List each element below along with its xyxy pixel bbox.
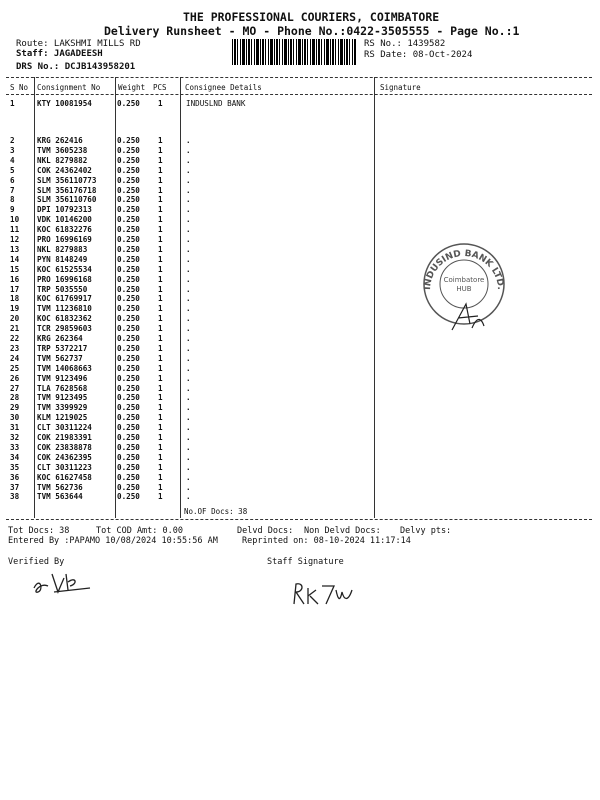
cell-pcs: 1 <box>158 155 163 165</box>
cell-details: . <box>186 155 191 165</box>
cell-pcs: 1 <box>158 373 163 383</box>
cell-pcs: 1 <box>158 433 163 442</box>
cell-pcs: 1 <box>158 205 163 215</box>
cell-weight: 0.250 <box>117 205 140 215</box>
cell-sno: 10 <box>10 215 20 225</box>
cell-sno: 24 <box>10 353 20 363</box>
cell-details: . <box>186 353 191 363</box>
cell-weight: 0.250 <box>117 403 140 413</box>
cell-cno: DPI 10792313 <box>37 205 92 215</box>
cell-sno: 38 <box>10 492 20 502</box>
cell-cno: NKL 8279883 <box>37 244 88 254</box>
cell-details: . <box>186 472 191 482</box>
cell-details: . <box>186 244 191 254</box>
cell-sno: 4 <box>10 155 15 165</box>
cell-pcs: 1 <box>158 472 163 482</box>
verified-signature <box>30 566 100 596</box>
cell-cno: COK 21983391 <box>37 433 92 442</box>
cell-cno: TVM 9123495 <box>37 393 88 403</box>
cell-sno: 32 <box>10 433 20 442</box>
cell-cno: KOC 61832276 <box>37 225 92 235</box>
company-title: THE PROFESSIONAL COURIERS, COIMBATORE <box>183 10 440 24</box>
cell-cno: SLM 356110773 <box>37 175 97 185</box>
svg-text:Coimbatore: Coimbatore <box>443 276 485 284</box>
bottom-divider <box>6 519 592 520</box>
delvd-docs: Delvd Docs: <box>237 526 294 536</box>
cell-pcs: 1 <box>158 334 163 343</box>
cell-weight: 0.250 <box>117 99 140 108</box>
cell-pcs: 1 <box>158 294 163 304</box>
cell-cno: TVM 563644 <box>37 492 83 502</box>
cell-details: . <box>186 225 191 235</box>
cell-sno: 16 <box>10 274 20 284</box>
cell-weight: 0.250 <box>117 254 140 264</box>
cell-sno: 8 <box>10 195 15 205</box>
cell-sno: 23 <box>10 343 20 353</box>
cell-details: . <box>186 254 191 264</box>
cell-sno: 36 <box>10 472 20 482</box>
staff-label: Staff: JAGADEESH <box>16 49 103 59</box>
cell-sno: 22 <box>10 334 20 343</box>
col-divider <box>374 77 375 518</box>
cell-details: . <box>186 274 191 284</box>
cell-sno: 14 <box>10 254 20 264</box>
col-header-pcs: PCS <box>153 83 167 92</box>
cell-pcs: 1 <box>158 442 163 452</box>
cell-sno: 20 <box>10 314 20 324</box>
cell-cno: KOC 61769917 <box>37 294 92 304</box>
tot-cod-amt: Tot COD Amt: 0.00 <box>96 526 183 536</box>
cell-sno: 35 <box>10 462 20 472</box>
cell-cno: KOC 61832362 <box>37 314 92 324</box>
cell-details: . <box>186 482 191 492</box>
cell-weight: 0.250 <box>117 136 140 145</box>
cell-pcs: 1 <box>158 195 163 205</box>
entered-by: Entered By :PAPAMO 10/08/2024 10:55:56 AM <box>8 536 218 546</box>
cell-sno: 29 <box>10 403 20 413</box>
cell-weight: 0.250 <box>117 185 140 195</box>
cell-weight: 0.250 <box>117 452 140 462</box>
cell-sno: 31 <box>10 423 20 433</box>
cell-weight: 0.250 <box>117 393 140 403</box>
cell-weight: 0.250 <box>117 462 140 472</box>
cell-sno: 17 <box>10 284 20 294</box>
cell-cno: PYN 8148249 <box>37 254 88 264</box>
cell-details: . <box>186 284 191 294</box>
cell-pcs: 1 <box>158 274 163 284</box>
cell-details: . <box>186 433 191 442</box>
cell-sno: 5 <box>10 165 15 175</box>
cell-pcs: 1 <box>158 284 163 294</box>
cell-cno: TVM 562737 <box>37 353 83 363</box>
cell-pcs: 1 <box>158 403 163 413</box>
cell-weight: 0.250 <box>117 353 140 363</box>
cell-details: . <box>186 383 191 393</box>
cell-cno: KRG 262364 <box>37 334 83 343</box>
svg-text:HUB: HUB <box>456 285 472 293</box>
cell-weight: 0.250 <box>117 225 140 235</box>
cell-cno: TVM 14068663 <box>37 363 92 373</box>
cell-weight: 0.250 <box>117 155 140 165</box>
cell-sno: 15 <box>10 264 20 274</box>
cell-details: . <box>186 413 191 423</box>
cell-pcs: 1 <box>158 324 163 334</box>
cell-cno: NKL 8279882 <box>37 155 88 165</box>
cell-pcs: 1 <box>158 185 163 195</box>
svg-text:INDUSIND BANK LTD.: INDUSIND BANK LTD. <box>422 248 506 291</box>
staff-signature-label: Staff Signature <box>267 557 344 567</box>
cell-pcs: 1 <box>158 165 163 175</box>
cell-pcs: 1 <box>158 244 163 254</box>
cell-sno: 34 <box>10 452 20 462</box>
cell-weight: 0.250 <box>117 215 140 225</box>
cell-sno: 7 <box>10 185 15 195</box>
cell-cno: TVM 3605238 <box>37 145 88 155</box>
cell-weight: 0.250 <box>117 363 140 373</box>
verified-by-label: Verified By <box>8 557 65 567</box>
cell-weight: 0.250 <box>117 482 140 492</box>
cell-cno: TLA 7628568 <box>37 383 88 393</box>
barcode-icon <box>232 39 356 65</box>
cell-cno: COK 24362395 <box>37 452 92 462</box>
cell-sno: 25 <box>10 363 20 373</box>
cell-cno: VDK 10146200 <box>37 215 92 225</box>
cell-details: . <box>186 215 191 225</box>
col-header-sno: S No <box>10 83 29 92</box>
cell-cno: KRG 262416 <box>37 136 83 145</box>
route-label: Route: LAKSHMI MILLS RD <box>16 39 141 49</box>
cell-details: . <box>186 492 191 502</box>
cell-pcs: 1 <box>158 235 163 244</box>
cell-details: . <box>186 334 191 343</box>
non-delvd-docs: Non Delvd Docs: <box>304 526 381 536</box>
cell-cno: SLM 356110760 <box>37 195 97 205</box>
cell-cno: PRO 16996169 <box>37 235 92 244</box>
cell-pcs: 1 <box>158 254 163 264</box>
cell-pcs: 1 <box>158 343 163 353</box>
cell-pcs: 1 <box>158 462 163 472</box>
cell-details: . <box>186 304 191 314</box>
cell-weight: 0.250 <box>117 284 140 294</box>
cell-sno: 18 <box>10 294 20 304</box>
cell-cno: TVM 11236810 <box>37 304 92 314</box>
cell-details: . <box>186 235 191 244</box>
cell-sno: 30 <box>10 413 20 423</box>
cell-cno: KLM 1219025 <box>37 413 88 423</box>
stamp-signature <box>448 300 488 334</box>
cell-sno: 1 <box>10 99 15 108</box>
cell-details: . <box>186 442 191 452</box>
cell-weight: 0.250 <box>117 442 140 452</box>
cell-details: . <box>186 175 191 185</box>
cell-cno: CLT 30311224 <box>37 423 92 433</box>
col-header-consignment: Consignment No <box>37 83 101 92</box>
cell-details: . <box>186 423 191 433</box>
cell-sno: 9 <box>10 205 15 215</box>
cell-details: . <box>186 145 191 155</box>
cell-weight: 0.250 <box>117 235 140 244</box>
cell-sno: 12 <box>10 235 20 244</box>
top-divider <box>6 77 592 78</box>
cell-weight: 0.250 <box>117 492 140 502</box>
cell-weight: 0.250 <box>117 165 140 175</box>
col-header-details: Consignee Details <box>185 83 262 92</box>
cell-cno: KTY 10081954 <box>37 99 92 108</box>
cell-cno: TRP 5035550 <box>37 284 88 294</box>
cell-details: . <box>186 136 191 145</box>
cell-sno: 33 <box>10 442 20 452</box>
cell-pcs: 1 <box>158 413 163 423</box>
cell-pcs: 1 <box>158 492 163 502</box>
cell-pcs: 1 <box>158 175 163 185</box>
col-header-weight: Weight <box>118 83 146 92</box>
cell-cno: KOC 61525534 <box>37 264 92 274</box>
cell-details: . <box>186 393 191 403</box>
cell-sno: 27 <box>10 383 20 393</box>
cell-weight: 0.250 <box>117 264 140 274</box>
cell-pcs: 1 <box>158 393 163 403</box>
cell-pcs: 1 <box>158 145 163 155</box>
cell-details: . <box>186 314 191 324</box>
cell-details: . <box>186 363 191 373</box>
cell-cno: COK 23838878 <box>37 442 92 452</box>
cell-cno: PRO 16996168 <box>37 274 92 284</box>
cell-sno: 13 <box>10 244 20 254</box>
cell-weight: 0.250 <box>117 294 140 304</box>
cell-details: . <box>186 324 191 334</box>
cell-weight: 0.250 <box>117 175 140 185</box>
cell-pcs: 1 <box>158 363 163 373</box>
cell-sno: 28 <box>10 393 20 403</box>
cell-pcs: 1 <box>158 99 163 108</box>
cell-details: . <box>186 403 191 413</box>
cell-weight: 0.250 <box>117 433 140 442</box>
cell-sno: 21 <box>10 324 20 334</box>
cell-weight: 0.250 <box>117 324 140 334</box>
cell-pcs: 1 <box>158 215 163 225</box>
cell-weight: 0.250 <box>117 383 140 393</box>
cell-pcs: 1 <box>158 264 163 274</box>
cell-cno: TVM 9123496 <box>37 373 88 383</box>
no-of-docs: No.OF Docs: 38 <box>184 507 248 516</box>
cell-details: . <box>186 185 191 195</box>
cell-cno: TRP 5372217 <box>37 343 88 353</box>
staff-signature <box>290 578 360 610</box>
cell-pcs: 1 <box>158 225 163 235</box>
cell-weight: 0.250 <box>117 145 140 155</box>
cell-cno: TVM 562736 <box>37 482 83 492</box>
cell-details: . <box>186 264 191 274</box>
cell-pcs: 1 <box>158 383 163 393</box>
cell-sno: 37 <box>10 482 20 492</box>
cell-weight: 0.250 <box>117 304 140 314</box>
cell-details: . <box>186 373 191 383</box>
header-divider <box>6 94 592 95</box>
cell-weight: 0.250 <box>117 334 140 343</box>
cell-pcs: 1 <box>158 136 163 145</box>
cell-cno: SLM 356176718 <box>37 185 97 195</box>
cell-details: . <box>186 195 191 205</box>
reprinted-on: Reprinted on: 08-10-2024 11:17:14 <box>242 536 411 546</box>
cell-pcs: 1 <box>158 482 163 492</box>
cell-cno: TVM 3399929 <box>37 403 88 413</box>
cell-details: . <box>186 462 191 472</box>
cell-pcs: 1 <box>158 423 163 433</box>
cell-details: INDUSLND BANK <box>186 99 246 108</box>
cell-details: . <box>186 294 191 304</box>
cell-weight: 0.250 <box>117 413 140 423</box>
cell-details: . <box>186 452 191 462</box>
col-divider <box>180 77 181 518</box>
cell-details: . <box>186 343 191 353</box>
cell-weight: 0.250 <box>117 274 140 284</box>
cell-sno: 3 <box>10 145 15 155</box>
cell-cno: TCR 29859603 <box>37 324 92 334</box>
cell-sno: 2 <box>10 136 15 145</box>
rs-date: RS Date: 08-Oct-2024 <box>364 50 473 60</box>
cell-details: . <box>186 165 191 175</box>
cell-weight: 0.250 <box>117 423 140 433</box>
cell-details: . <box>186 205 191 215</box>
rs-no: RS No.: 1439582 <box>364 39 446 49</box>
tot-docs: Tot Docs: 38 <box>8 526 70 536</box>
col-header-signature: Signature <box>380 83 421 92</box>
cell-sno: 11 <box>10 225 20 235</box>
cell-weight: 0.250 <box>117 343 140 353</box>
cell-weight: 0.250 <box>117 195 140 205</box>
delvy-pts: Delvy pts: <box>400 526 452 536</box>
cell-weight: 0.250 <box>117 373 140 383</box>
cell-pcs: 1 <box>158 353 163 363</box>
drs-label: DRS No.: DCJB143958201 <box>16 62 136 72</box>
runsheet-subtitle: Delivery Runsheet - MO - Phone No.:0422-3505555 - Page No.:1 <box>104 24 520 38</box>
cell-sno: 19 <box>10 304 20 314</box>
cell-weight: 0.250 <box>117 472 140 482</box>
cell-cno: KOC 61627458 <box>37 472 92 482</box>
cell-cno: CLT 30311223 <box>37 462 92 472</box>
cell-cno: COK 24362402 <box>37 165 92 175</box>
cell-sno: 26 <box>10 373 20 383</box>
cell-pcs: 1 <box>158 452 163 462</box>
cell-pcs: 1 <box>158 304 163 314</box>
cell-sno: 6 <box>10 175 15 185</box>
cell-weight: 0.250 <box>117 314 140 324</box>
col-divider <box>115 77 116 518</box>
cell-pcs: 1 <box>158 314 163 324</box>
cell-weight: 0.250 <box>117 244 140 254</box>
col-divider <box>34 77 35 518</box>
